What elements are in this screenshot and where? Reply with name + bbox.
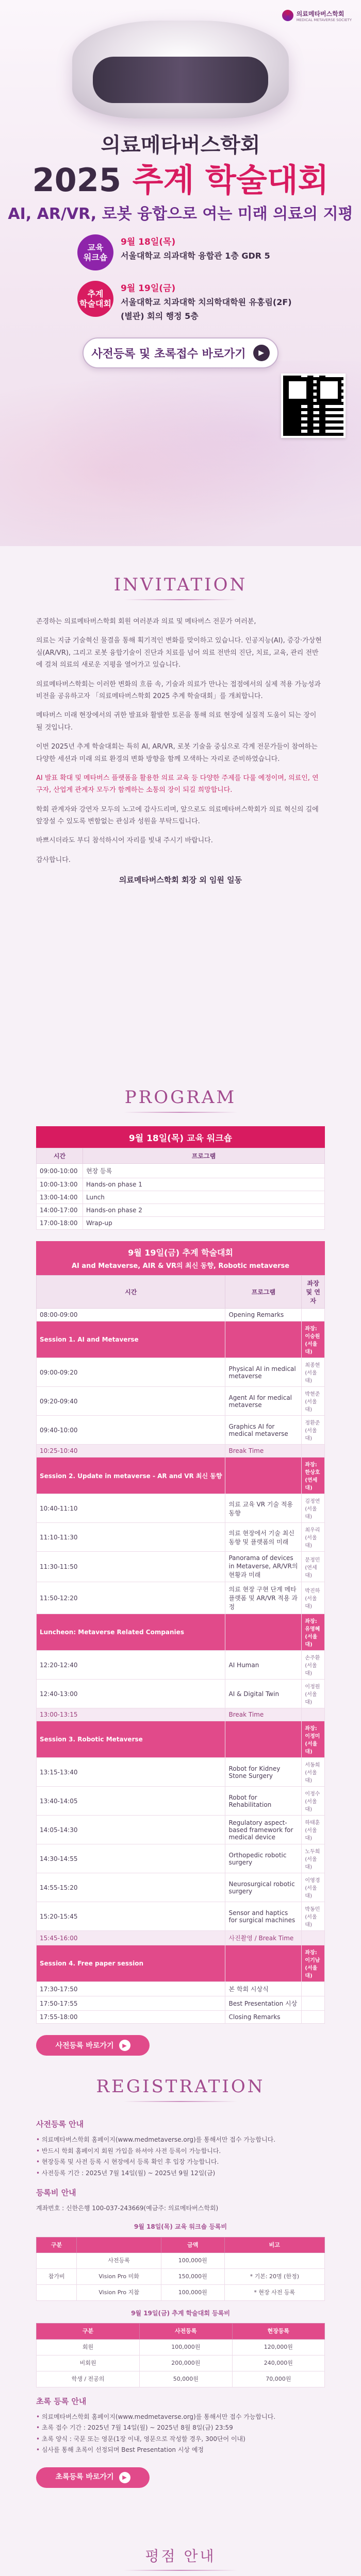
invitation-paragraph: 이번 2025년 추계 학술대회는 특히 AI, AR/VR, 로봇 기술을 중심으로 각계 전문가들이 참여하는 다양한 세션과 미래 의료 환경의 변화 방향을 함께 모색하는 자리로 준비하였습니다. (36, 743, 318, 763)
col-header: 프로그램 (225, 1276, 302, 1309)
day1-date: 9월 18일(목) (121, 237, 176, 247)
list-item: • 의료메타버스학회 홈페이지(www.medmetaverse.org)를 통해서만 접수 가능합니다. (36, 2134, 325, 2146)
table-cell: 100,000원 (161, 2284, 224, 2300)
table-cell-time: Session 3. Robotic Metaverse (37, 1721, 225, 1758)
table-cell-speaker: 이영경 (서울대) (302, 1873, 325, 1902)
list-item: • 의료메타버스학회 홈페이지(www.medmetaverse.org)를 통해서만 접수 가능합니다. (36, 2412, 325, 2423)
table-cell-program: Break Time (225, 1445, 302, 1458)
table-cell-program: Panorama of devices in Metaverse, AR/VR의 현황과 미래 (225, 1552, 302, 1582)
table-cell-time: 09:00-10:00 (37, 1164, 83, 1178)
col-header (77, 2237, 161, 2253)
table-row (37, 1721, 325, 1758)
table-cell-program (225, 1614, 302, 1651)
table-cell-speaker: 박진하 (서울대) (302, 1582, 325, 1614)
table-cell-time: 12:40-13:00 (37, 1680, 225, 1708)
hero-org: 의료메타버스학회 (101, 133, 260, 157)
brand-tagline: MEDICAL METAVERSE SOCIETY (296, 18, 352, 22)
invitation-paragraph: 존경하는 의료메타버스학회 회원 여러분과 의료 및 메타버스 전문가 여러분, (36, 618, 256, 625)
table-cell-time: Session 1. AI and Metaverse (37, 1321, 225, 1358)
day2-header (36, 1241, 325, 1275)
abstract-button-label: 초록등록 바로가기 (55, 2473, 114, 2482)
table-cell-program (225, 1321, 302, 1358)
brand-logo[interactable] (282, 8, 352, 22)
table-cell: 회원 (37, 2340, 140, 2355)
divider (124, 2101, 237, 2102)
day2-place-annex: (별관) 회의 행정 5층 (121, 311, 199, 321)
table-cell: 120,000원 (232, 2340, 324, 2355)
table-cell-time: 11:30-11:50 (37, 1552, 225, 1582)
table-cell-time: 09:20-09:40 (37, 1387, 225, 1416)
table-cell-program: Robot for Kidney Stone Surgery (225, 1758, 302, 1787)
table-cell-speaker: 박동민 (서울대) (302, 1902, 325, 1931)
register-cta-button[interactable] (83, 337, 278, 368)
table-cell (37, 2284, 77, 2300)
list-item: • 사전등록 기간 : 2025년 7월 14일(월) ~ 2025년 9월 12일(금) (36, 2168, 325, 2179)
brand-name: 의료메타버스학회 (296, 10, 344, 18)
table-cell-time: 14:05-14:30 (37, 1816, 225, 1844)
table-cell-speaker: 김정연 (서울대) (302, 1494, 325, 1523)
abstract-button[interactable] (36, 2467, 150, 2488)
table-cell-time: 13:40-14:05 (37, 1787, 225, 1816)
day1-badge: 교육 워크숍 (77, 234, 113, 270)
table-cell-time: Session 4. Free paper session (37, 1945, 225, 1982)
table-cell-speaker: 하태훈 (서울대) (302, 1816, 325, 1844)
registration-body (36, 2117, 325, 2488)
table-cell-time: 17:50-17:55 (37, 1996, 225, 2011)
col-header: 프로그램 (83, 1148, 325, 1164)
table-cell-time: 08:00-09:00 (37, 1309, 225, 1321)
table-cell: * 기본: 20명 (한정) (224, 2269, 324, 2285)
table-row (37, 1902, 325, 1931)
table-cell: 70,000원 (232, 2371, 324, 2387)
divider (124, 599, 237, 600)
col-header: 구분 (37, 2237, 77, 2253)
table-cell: 200,000원 (140, 2355, 232, 2371)
qr-code-image[interactable] (281, 374, 346, 438)
table-row (37, 1321, 325, 1358)
table-cell-time: 13:00-14:00 (37, 1191, 83, 1204)
table-cell-speaker (302, 1931, 325, 1945)
day2-header-sub: AI and Metaverse, AIR & VR의 최신 동향, Robotic metaverse (71, 1262, 290, 1270)
col-header: 구분 (37, 2324, 140, 2340)
table-row (37, 1416, 325, 1445)
table-row (37, 1614, 325, 1651)
arrow-right-icon: ▶ (119, 2472, 130, 2483)
invitation-paragraph: 의료는 지금 기술혁신 물결을 통해 획기적인 변화를 맞이하고 있습니다. 인공지능(AI), 증강·가상현실(AR/VR), 그리고 로봇 융합기술이 진단과 치료를 넘어 의료 전반의 진단, 치료, 교육, 관리 전반에 걸쳐 의료의 새로운 지평을 열어가고 있습니다. (36, 637, 322, 669)
table-cell: 50,000원 (140, 2371, 232, 2387)
table-cell-speaker: 정환준 (서울대) (302, 1416, 325, 1445)
table-cell-program: 의료 현장 구현 단계 메타 플랫폼 및 AR/VR 적용 과정 (225, 1582, 302, 1614)
invitation-paragraph: 의료메타버스학회는 이러한 변화의 흐름 속, 기술과 의료가 만나는 접점에서의 실제 적용 가능성과 비전을 공유하고자 「의료메타버스학회 2025 추계 학술대회」를 개최합니다. (36, 680, 321, 700)
fee-table-1-caption: 9월 18일(목) 교육 워크숍 등록비 (134, 2223, 227, 2230)
table-row (37, 1708, 325, 1721)
col-header: 시간 (37, 1276, 225, 1309)
table-row (37, 2355, 325, 2371)
register-cta-label: 사전등록 및 초록접수 바로가기 (91, 347, 246, 361)
table-cell-speaker (302, 1982, 325, 1996)
list-item: • 초록 접수 기간 : 2025년 7월 14일(월) ~ 2025년 8월 8일(금) 23:59 (36, 2422, 325, 2434)
table-cell-speaker (302, 1708, 325, 1721)
day2-place: 서울대학교 치과대학 치의학대학원 유홍림(2F) (121, 297, 292, 307)
day1-table (36, 1148, 325, 1230)
program-section (0, 1087, 361, 2056)
table-cell-speaker: 좌장: 한상호 (연세대) (302, 1458, 325, 1494)
table-cell-speaker: 이정원 (서울대) (302, 1680, 325, 1708)
table-cell-speaker: 좌장: 유명혜 (서울대) (302, 1614, 325, 1651)
table-cell-time: 17:00-18:00 (37, 1217, 83, 1230)
hero-section (0, 0, 361, 546)
table-cell-time: 11:10-11:30 (37, 1523, 225, 1552)
fee-table-conference (36, 2323, 325, 2387)
table-row (37, 1873, 325, 1902)
table-cell-speaker: 좌장: 이승원 (서울대) (302, 1321, 325, 1358)
table-cell-program: AI Human (225, 1651, 302, 1680)
table-row (37, 1945, 325, 1982)
table-cell-time: 10:00-13:00 (37, 1178, 83, 1191)
table-row (37, 1787, 325, 1816)
table-cell-time: 10:25-10:40 (37, 1445, 225, 1458)
table-row (37, 1582, 325, 1614)
day2-date: 9월 19일(금) (121, 283, 176, 294)
table-cell-program: Closing Remarks (225, 2011, 302, 2024)
table-cell (37, 2253, 77, 2269)
table-cell: 참가비 (37, 2269, 77, 2285)
table-row (37, 1844, 325, 1873)
col-header: 좌장 및 연자 (302, 1276, 325, 1309)
table-cell: 학생 / 전공의 (37, 2371, 140, 2387)
table-row (37, 2011, 325, 2024)
table-cell-program: AI & Digital Twin (225, 1680, 302, 1708)
hero-title (0, 155, 361, 200)
invitation-section (0, 574, 361, 887)
table-cell-speaker: 손주환 (서울대) (302, 1651, 325, 1680)
table-cell-time: 10:40-11:10 (37, 1494, 225, 1523)
brand-logo-mark (282, 10, 293, 21)
credits-title: 평점 안내 (145, 2548, 216, 2565)
register-button[interactable] (36, 2035, 150, 2056)
table-cell-speaker (302, 1445, 325, 1458)
table-cell-time: 17:55-18:00 (37, 2011, 225, 2024)
col-header: 현장등록 (232, 2324, 324, 2340)
table-cell-speaker (302, 1996, 325, 2011)
list-item: • 반드시 학회 홈페이지 회원 가입을 하셔야 사전 등록이 가능합니다. (36, 2146, 325, 2157)
pre-registration-list (36, 2134, 325, 2179)
table-row (37, 1164, 325, 1178)
table-cell-program: Orthopedic robotic surgery (225, 1844, 302, 1873)
bank-account: 계좌번호 : 신한은행 100-037-243669(예금주: 의료메타버스학회) (36, 2205, 219, 2212)
col-header: 사전등록 (140, 2324, 232, 2340)
table-cell-program: Sensor and haptics for surgical machines (225, 1902, 302, 1931)
fee-heading: 등록비 안내 (36, 2188, 76, 2198)
table-cell-program: Graphics AI for medical metaverse (225, 1416, 302, 1445)
table-cell-speaker: 좌장: 이기남 (서울대) (302, 1945, 325, 1982)
table-row (37, 1358, 325, 1387)
table-cell-speaker: 문정민 (연세대) (302, 1552, 325, 1582)
table-row (37, 1494, 325, 1523)
registration-section (0, 2076, 361, 2488)
list-item: • 현장등록 및 사전 등록 시 현장에서 등록 확인 후 입장 가능합니다. (36, 2157, 325, 2168)
table-row (37, 1816, 325, 1844)
table-cell-program: Physical AI in medical metaverse (225, 1358, 302, 1387)
table-cell-program: Regulatory aspect-based framework for medical device (225, 1816, 302, 1844)
hero-info (77, 234, 294, 332)
credits-section (0, 2545, 361, 2576)
register-button-label: 사전등록 바로가기 (55, 2042, 114, 2050)
day2-header-title: 9월 19일(금) 추계 학술대회 (128, 1248, 233, 1258)
table-row (37, 2284, 325, 2300)
table-row (37, 1758, 325, 1787)
table-row (37, 1552, 325, 1582)
table-cell-program (225, 1721, 302, 1758)
table-cell-speaker: 최우리 (서울대) (302, 1523, 325, 1552)
table-cell-program: Agent AI for medical metaverse (225, 1387, 302, 1416)
table-cell: 비회원 (37, 2355, 140, 2371)
fee-table-2-caption: 9월 19일(금) 추계 학술대회 등록비 (131, 2309, 230, 2317)
hero-subtitle: AI, AR/VR, 로봇 융합으로 여는 미래 의료의 지평 (8, 205, 353, 223)
table-cell-speaker (302, 2011, 325, 2024)
table-row (37, 2371, 325, 2387)
table-cell-program: Break Time (225, 1708, 302, 1721)
table-cell: Vision Pro 미화 (77, 2269, 161, 2285)
table-cell-time: 17:30-17:50 (37, 1982, 225, 1996)
day2-info (77, 281, 294, 321)
table-cell-program: 현장 등록 (83, 1164, 325, 1178)
table-cell: 100,000원 (161, 2253, 224, 2269)
table-row (37, 1217, 325, 1230)
table-cell: 100,000원 (140, 2340, 232, 2355)
day2-table (36, 1275, 325, 2024)
table-cell-time: 14:30-14:55 (37, 1844, 225, 1873)
table-cell-program: Hands-on phase 1 (83, 1178, 325, 1191)
table-cell-program: Wrap-up (83, 1217, 325, 1230)
table-cell-speaker: 이정수 (서울대) (302, 1787, 325, 1816)
table-cell-time: 13:15-13:40 (37, 1758, 225, 1787)
table-cell-time: Session 2. Update in metaverse - AR and VR 최신 동향 (37, 1458, 225, 1494)
table-cell-time: 11:50-12:20 (37, 1582, 225, 1614)
table-cell-time: 09:40-10:00 (37, 1416, 225, 1445)
day1-info (77, 234, 294, 270)
abstract-list (36, 2412, 325, 2456)
table-row (37, 1191, 325, 1204)
invitation-paragraph: AI 발표 확대 및 메타버스 플랫폼을 활용한 의료 교육 등 다양한 주제를 다룰 예정이며, 의료인, 연구자, 산업계 관계자 모두가 함께하는 소통의 장이 되길 희망합니다. (36, 774, 319, 794)
table-cell-program (225, 1458, 302, 1494)
invitation-body (36, 616, 325, 887)
table-row (37, 1309, 325, 1321)
table-cell-speaker: 박현준 (서울대) (302, 1387, 325, 1416)
hero-title-em: 추계 학술대회 (132, 161, 329, 199)
table-cell-speaker (302, 1309, 325, 1321)
table-cell-program: Lunch (83, 1191, 325, 1204)
table-cell-speaker: 서동희 (서울대) (302, 1758, 325, 1787)
list-item: • 심사를 통해 초록이 선정되며 Best Presentation 시상 예정 (36, 2445, 325, 2456)
invitation-paragraph: 학회 관계자와 강연자 모두의 노고에 감사드리며, 앞으로도 의료메타버스학회가 의료 혁신의 길에 앞장설 수 있도록 변함없는 관심과 성원을 부탁드립니다. (36, 805, 319, 826)
table-row (37, 1458, 325, 1494)
table-row (37, 2269, 325, 2285)
table-row (37, 1931, 325, 1945)
table-cell-program: Best Presentation 시상 (225, 1996, 302, 2011)
table-row (37, 1178, 325, 1191)
table-cell-program: 본 학회 시상식 (225, 1982, 302, 1996)
table-cell: Vision Pro 지참 (77, 2284, 161, 2300)
table-row (37, 1982, 325, 1996)
col-header: 시간 (37, 1148, 83, 1164)
table-row (37, 2253, 325, 2269)
table-cell-program: Opening Remarks (225, 1309, 302, 1321)
table-cell: 사전등록 (77, 2253, 161, 2269)
col-header: 비고 (224, 2237, 324, 2253)
abstract-heading: 초록 등록 안내 (36, 2396, 87, 2406)
arrow-right-icon: ▶ (119, 2040, 130, 2051)
table-cell-program: 사진촬영 / Break Time (225, 1931, 302, 1945)
invitation-paragraph: 바쁘시더라도 부디 참석하시어 자리를 빛내 주시기 바랍니다. (36, 837, 213, 845)
table-cell-time: 13:00-13:15 (37, 1708, 225, 1721)
day1-place: 서울대학교 의과대학 융합관 1층 GDR 5 (121, 251, 270, 261)
table-cell-speaker: 최종현 (서울대) (302, 1358, 325, 1387)
table-cell-speaker: 노두희 (서울대) (302, 1844, 325, 1873)
table-cell-time: 14:00-17:00 (37, 1204, 83, 1217)
table-cell (224, 2253, 324, 2269)
table-cell-time: 14:55-15:20 (37, 1873, 225, 1902)
table-cell: * 현장 사전 등록 (224, 2284, 324, 2300)
table-cell-program: Hands-on phase 2 (83, 1204, 325, 1217)
table-cell-program: Robot for Rehabilitation (225, 1787, 302, 1816)
table-cell-time: 12:20-12:40 (37, 1651, 225, 1680)
table-cell-program: 의료 교육 VR 기술 적용 동향 (225, 1494, 302, 1523)
table-cell-time: Luncheon: Metaverse Related Companies (37, 1614, 225, 1651)
table-cell-time: 15:20-15:45 (37, 1902, 225, 1931)
table-row (37, 2340, 325, 2355)
table-cell-time: 15:45-16:00 (37, 1931, 225, 1945)
table-row (37, 1523, 325, 1552)
invitation-signature: 의료메타버스학회 회장 외 임원 일동 (119, 875, 242, 885)
invitation-closing: 감사합니다. (36, 856, 71, 864)
table-row (37, 1996, 325, 2011)
table-cell-time: 09:00-09:20 (37, 1358, 225, 1387)
table-cell-program: Neurosurgical robotic surgery (225, 1873, 302, 1902)
col-header: 금액 (161, 2237, 224, 2253)
program-title: PROGRAM (124, 1087, 237, 1108)
table-cell-program (225, 1945, 302, 1982)
table-cell-program: 의료 현장에서 기술 최신 동향 및 플랫폼의 미래 (225, 1523, 302, 1552)
table-row (37, 1680, 325, 1708)
pre-registration-heading: 사전등록 안내 (36, 2120, 84, 2129)
list-item: • 초록 양식 : 국문 또는 영문(1장 이내, 영문으로 작성할 경우, 300단어 이내) (36, 2434, 325, 2445)
arrow-right-icon: ▶ (253, 345, 270, 361)
day1-header: 9월 18일(목) 교육 워크숍 (36, 1126, 325, 1148)
fee-table-workshop (36, 2237, 325, 2301)
registration-title: REGISTRATION (96, 2076, 265, 2097)
table-row (37, 1651, 325, 1680)
divider (124, 2570, 237, 2571)
table-row (37, 1387, 325, 1416)
table-row (37, 1445, 325, 1458)
table-cell: 150,000원 (161, 2269, 224, 2285)
invitation-title: INVITATION (113, 574, 248, 595)
day2-badge: 추계 학술대회 (77, 281, 113, 317)
table-cell-speaker: 좌장: 이정미 (서울대) (302, 1721, 325, 1758)
table-row (37, 1204, 325, 1217)
invitation-paragraph: 메타버스 미래 현장에서의 귀한 발표와 활발한 토론을 통해 의료 현장에 실질적 도움이 되는 장이 될 것입니다. (36, 711, 317, 732)
table-cell: 240,000원 (232, 2355, 324, 2371)
hero-title-year: 2025 (32, 161, 133, 199)
vr-headset-image (72, 21, 289, 118)
